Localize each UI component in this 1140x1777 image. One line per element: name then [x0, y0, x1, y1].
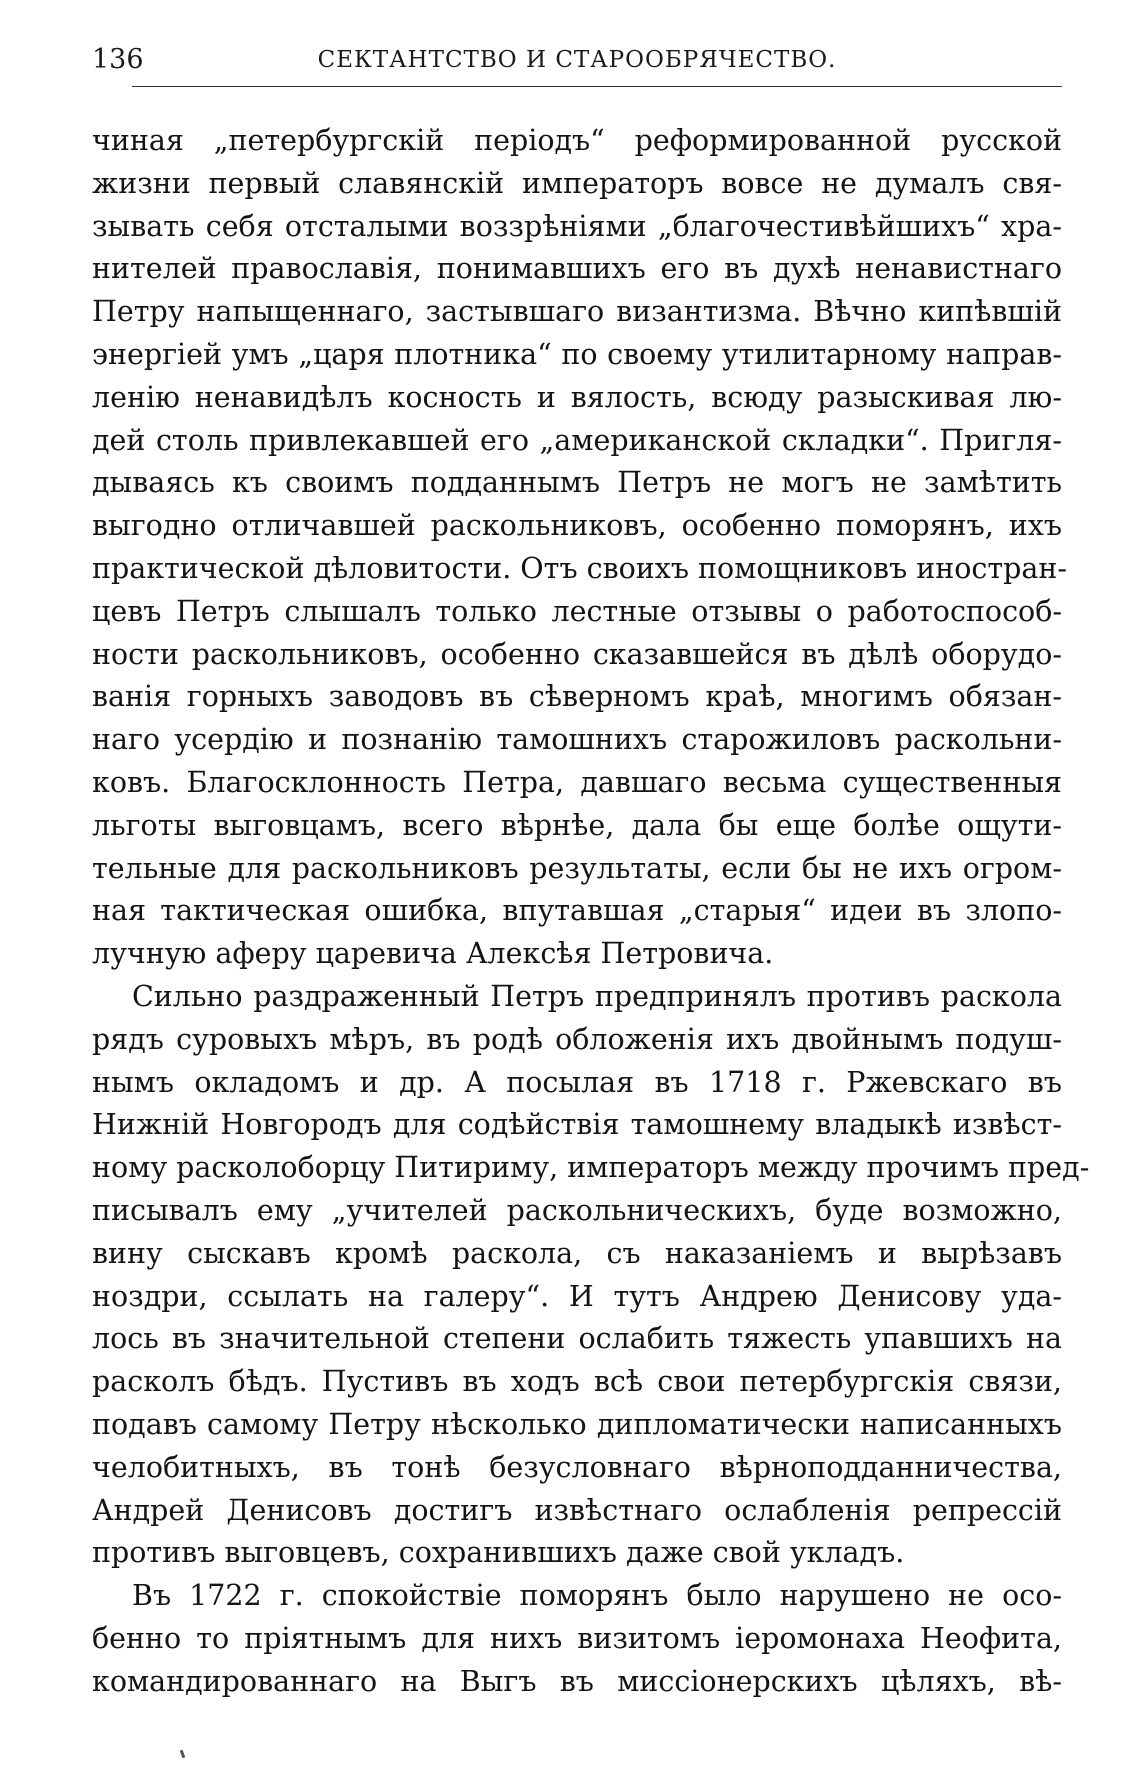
print-speck — [180, 1750, 186, 1759]
text-line: Сильно раздраженный Петръ предпринялъ противъ раскола — [132, 979, 1062, 1013]
text-line: ному расколоборцу Питириму, императоръ между прочимъ пред- — [92, 1151, 1090, 1185]
text-line: Петру напыщеннаго, застывшаго византизма. Вѣчно кипѣвшій — [92, 295, 1062, 329]
text-line: противъ выговцевъ, сохранившихъ даже свой укладъ. — [92, 1536, 905, 1570]
text-line: рядъ суровыхъ мѣръ, въ родѣ обложенія ихъ двойнымъ подуш- — [92, 1022, 1062, 1056]
text-line: наго усердію и познанію тамошнихъ старожиловъ раскольни- — [92, 723, 1062, 757]
text-line: лось въ значительной степени ослабить тяжесть упавшихъ на — [92, 1322, 1062, 1356]
paragraph — [92, 120, 1067, 976]
text-line: чиная „петербургскій періодъ“ реформированной русской — [92, 124, 1062, 157]
text-line: нымъ окладомъ и др. А посылая въ 1718 г. Ржевскаго въ — [92, 1065, 1062, 1099]
text-line: Въ 1722 г. спокойствіе поморянъ было нарушено не осо- — [132, 1579, 1062, 1613]
text-line: цевъ Петръ слышалъ только лестные отзывы о работоспособ- — [92, 594, 1062, 628]
text-line: расколъ бѣдъ. Пустивъ въ ходъ всѣ свои петербургскія связи, — [92, 1365, 1062, 1399]
text-line: нителей православія, понимавшихъ его въ духѣ ненавистнаго — [92, 252, 1062, 286]
page-number: 136 — [92, 44, 144, 75]
text-line: ноздри, ссылать на галеру“. И тутъ Андрею Денисову уда- — [92, 1279, 1062, 1313]
text-line: лучную аферу царевича Алексѣя Петровича. — [92, 937, 774, 971]
text-line: выгодно отличавшей раскольниковъ, особенно поморянъ, ихъ — [92, 509, 1062, 543]
text-line: Андрей Денисовъ достигъ извѣстнаго ослабленія репрессій — [92, 1493, 1062, 1527]
header-rule-gap — [92, 86, 132, 90]
text-line: ванія горныхъ заводовъ въ сѣверномъ краѣ, многимъ обязан- — [92, 680, 1062, 714]
text-line: дей столь привлекавшей его „американской складки“. Пригля- — [92, 423, 1062, 457]
text-line: льготы выговцамъ, всего вѣрнѣе, дала бы еще болѣе ощути- — [92, 808, 1062, 842]
text-line: Нижній Новгородъ для содѣйствія тамошнему владыкѣ извѣст- — [92, 1108, 1062, 1142]
text-line: практической дѣловитости. Отъ своихъ помощниковъ иностран- — [92, 551, 1067, 585]
header-rule — [92, 86, 1062, 87]
text-line: командированнаго на Выгъ въ миссіонерскихъ цѣляхъ, вѣ- — [92, 1664, 1062, 1698]
running-head — [92, 42, 1062, 78]
text-line: писывалъ ему „учителей раскольническихъ, буде возможно, — [92, 1193, 1062, 1227]
text-line: энергіей умъ „царя плотника“ по своему утилитарному направ- — [92, 337, 1062, 371]
text-line: ленію ненавидѣлъ косность и вялость, всюду разыскивая лю- — [92, 380, 1062, 414]
text-line: ная тактическая ошибка, впутавшая „старыя“ идеи въ злопо- — [92, 894, 1062, 928]
text-line: вину сыскавъ кромѣ раскола, съ наказаніемъ и вырѣзавъ — [92, 1236, 1062, 1270]
text-line: бенно то пріятнымъ для нихъ визитомъ іеромонаха Неофита, — [92, 1621, 1062, 1655]
running-title: СЕКТАНТСТВО И СТАРООБРЯЧЕСТВО. — [317, 47, 837, 73]
text-line: челобитныхъ, въ тонѣ безусловнаго вѣрноподданничества, — [92, 1450, 1062, 1484]
text-line: тельные для раскольниковъ результаты, если бы не ихъ огром- — [92, 851, 1062, 885]
text-line: ковъ. Благосклонность Петра, давшаго весьма существенныя — [92, 765, 1062, 799]
text-line: ности раскольниковъ, особенно сказавшейся въ дѣлѣ оборудо- — [92, 637, 1062, 671]
paragraph — [92, 1575, 1062, 1703]
body-text — [92, 120, 1090, 1703]
text-line: подавъ самому Петру нѣсколько дипломатически написанныхъ — [92, 1407, 1062, 1441]
text-line: жизни первый славянскій императоръ вовсе не думалъ свя- — [92, 166, 1062, 200]
paragraph — [92, 976, 1090, 1575]
text-line: дываясь къ своимъ подданнымъ Петръ не могъ не замѣтить — [92, 466, 1062, 500]
text-line: зывать себя отсталыми воззрѣніями „благочестивѣйшихъ“ хра- — [92, 209, 1062, 243]
